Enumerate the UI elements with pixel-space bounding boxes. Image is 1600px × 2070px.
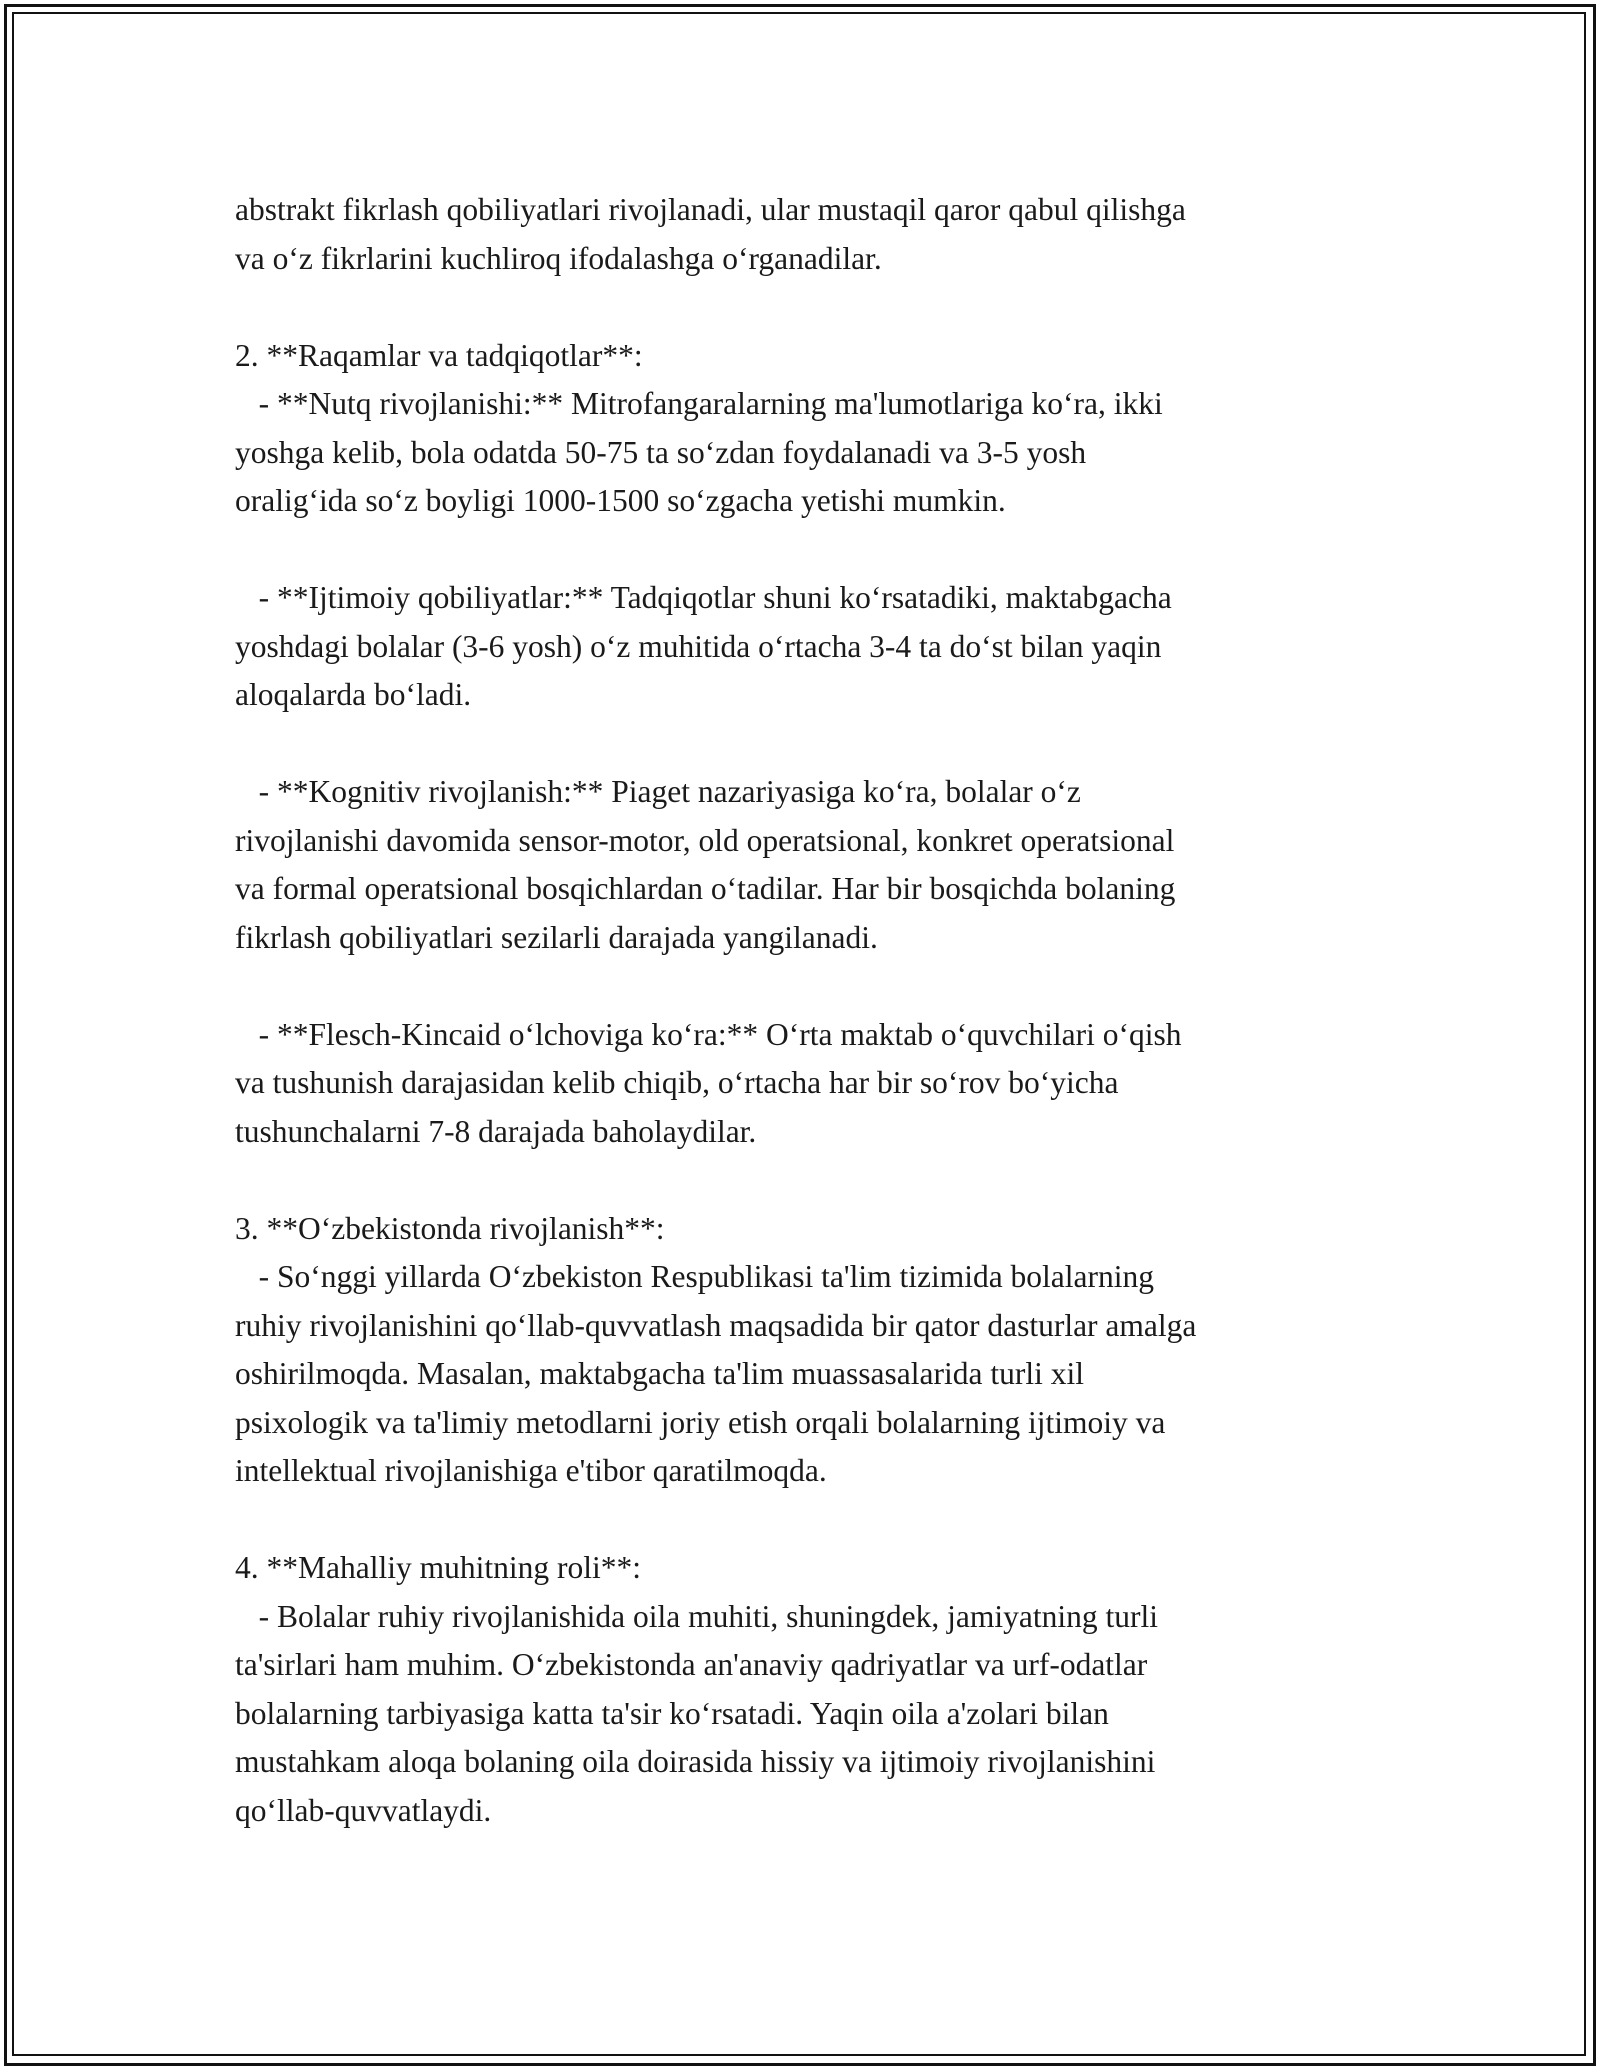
text-line: va formal operatsional bosqichlardan o‘tadilar. Har bir bosqichda bolaning xyxy=(235,871,1176,906)
text-line: - So‘nggi yillarda O‘zbekiston Respublikasi ta'lim tizimida bolalarning xyxy=(235,1259,1155,1294)
text-line: - **Kognitiv rivojlanish:** Piaget nazariyasiga ko‘ra, bolalar o‘z xyxy=(235,774,1081,809)
blank-line xyxy=(235,283,1370,332)
text-line: abstrakt fikrlash qobiliyatlari rivojlanadi, ular mustaqil qaror qabul qilishga xyxy=(235,192,1186,227)
blank-line xyxy=(235,1496,1370,1545)
text-line: yoshdagi bolalar (3-6 yosh) o‘z muhitida o‘rtacha 3-4 ta do‘st bilan yaqin xyxy=(235,628,1162,664)
text-line: oralig‘ida so‘z boyligi 1000-1500 so‘zgacha yetishi mumkin. xyxy=(235,483,1006,518)
text-line: ta'sirlari ham muhim. O‘zbekistonda an'anaviy qadriyatlar va urf-odatlar xyxy=(235,1647,1148,1682)
text-line: - **Nutq rivojlanishi:** Mitrofangaralarning ma'lumotlariga ko‘ra, ikki xyxy=(235,386,1163,421)
blank-line xyxy=(235,962,1370,1011)
text-line: rivojlanishi davomida sensor-motor, old operatsional, konkret operatsional xyxy=(235,822,1175,858)
text-line: mustahkam aloqa bolaning oila doirasida hissiy va ijtimoiy rivojlanishini xyxy=(235,1744,1156,1779)
blank-line xyxy=(235,720,1370,769)
text-line: 3. **O‘zbekistonda rivojlanish**: xyxy=(235,1210,665,1246)
text-line: va tushunish darajasidan kelib chiqib, o‘rtacha har bir so‘rov bo‘yicha xyxy=(235,1065,1119,1100)
blank-line xyxy=(235,1156,1370,1205)
text-line: aloqalarda bo‘ladi. xyxy=(235,677,472,712)
text-line: 4. **Mahalliy muhitning roli**: xyxy=(235,1550,641,1585)
text-line: oshirilmoqda. Masalan, maktabgacha ta'lim muassasalarida turli xil xyxy=(235,1356,1084,1391)
text-line: va o‘z fikrlarini kuchliroq ifodalashga o‘rganadilar. xyxy=(235,240,882,276)
text-line: bolalarning tarbiyasiga katta ta'sir ko‘rsatadi. Yaqin oila a'zolari bilan xyxy=(235,1695,1109,1731)
text-line: - Bolalar ruhiy rivojlanishida oila muhiti, shuningdek, jamiyatning turli xyxy=(235,1598,1158,1634)
text-line: psixologik va ta'limiy metodlarni joriy etish orqali bolalarning ijtimoiy va xyxy=(235,1404,1166,1440)
text-line: yoshga kelib, bola odatda 50-75 ta so‘zdan foydalanadi va 3-5 yosh xyxy=(235,434,1087,470)
document-body xyxy=(235,186,1370,1835)
blank-line xyxy=(235,526,1370,575)
text-line: fikrlash qobiliyatlari sezilarli darajada yangilanadi. xyxy=(235,919,878,955)
text-line: - **Ijtimoiy qobiliyatlar:** Tadqiqotlar shuni ko‘rsatadiki, maktabgacha xyxy=(235,580,1172,615)
text-line: tushunchalarni 7-8 darajada baholaydilar. xyxy=(235,1113,757,1149)
text-line: 2. **Raqamlar va tadqiqotlar**: xyxy=(235,337,643,373)
text-line: - **Flesch-Kincaid o‘lchoviga ko‘ra:** O‘rta maktab o‘quvchilari o‘qish xyxy=(235,1016,1182,1052)
text-line: ruhiy rivojlanishini qo‘llab-quvvatlash maqsadida bir qator dasturlar amalga xyxy=(235,1307,1197,1343)
text-line: qo‘llab-quvvatlaydi. xyxy=(235,1792,492,1828)
text-line: intellektual rivojlanishiga e'tibor qaratilmoqda. xyxy=(235,1453,827,1488)
